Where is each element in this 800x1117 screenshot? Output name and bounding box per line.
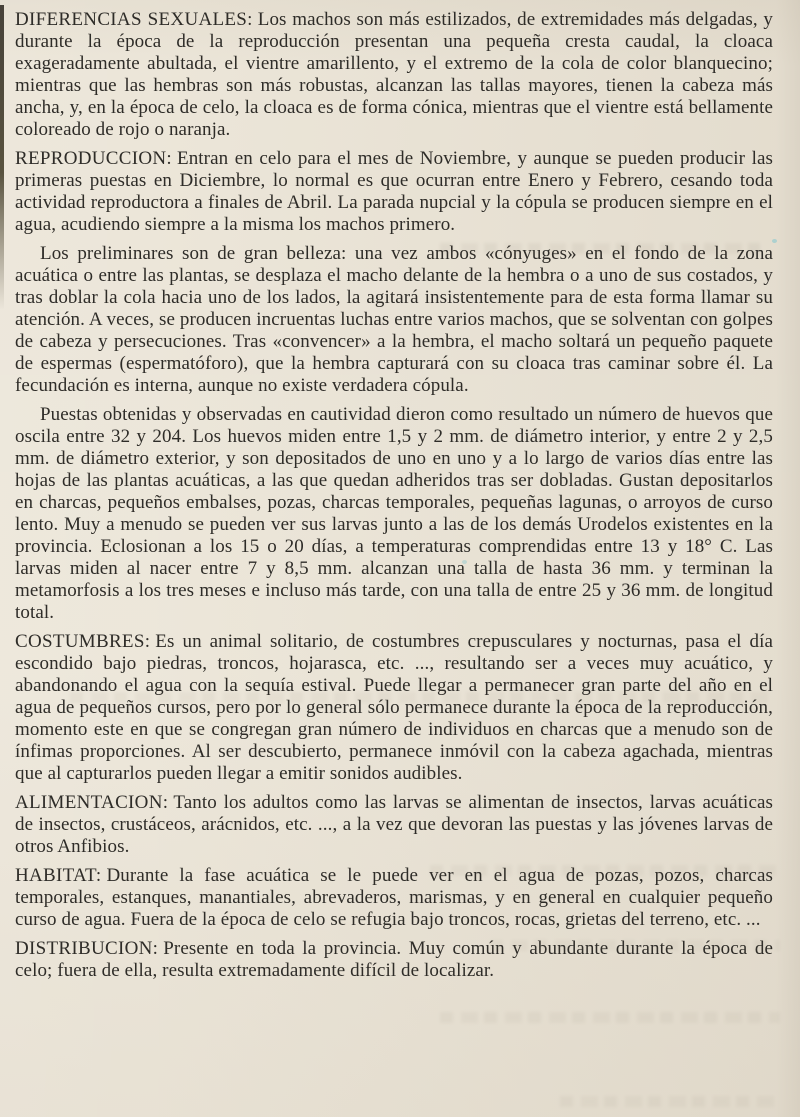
paragraph-costumbres bbox=[15, 631, 773, 785]
scan-speck bbox=[462, 560, 467, 564]
section-heading-alimentacion: ALIMENTACION: bbox=[15, 792, 169, 813]
paragraph-body: Es un animal solitario, de costumbres crepusculares y nocturnas, pasa el día escondido bajo piedras, troncos, hojarasca, etc. ..., resultando ser a veces muy acuático, y abandonando el agua con la sequía estival. Puede llegar a permanecer gran parte del año en el agua de pequeños cursos, pero por lo general sólo permanece durante la época de la reproducción, momento este en que se congregan gran número de individuos en charcas que a menudo son de ínfimas proporciones. Al ser descubierto, permanece inmóvil con la cabeza agachada, mientras que al capturarlos pueden llegar a emitir sonidos audibles. bbox=[15, 631, 773, 784]
scan-speck bbox=[772, 239, 777, 243]
paragraph-preliminares bbox=[15, 243, 773, 397]
section-heading-diferencias-sexuales: DIFERENCIAS SEXUALES: bbox=[15, 9, 253, 30]
paragraph-body: Puestas obtenidas y observadas en cautividad dieron como resultado un número de huevos que oscila entre 32 y 204. Los huevos miden entre 1,5 y 2 mm. de diámetro interior, y entre 2 y 2,5 mm. de diámetro exterior, y son depositados de uno en uno y a lo largo de varios días entre las hojas de las plantas acuáticas, a las que quedan adheridos tras ser dobladas. Gustan depositarlos en charcas, pequeños embalses, pozas, charcas temporales, pequeñas lagunas, o arroyos de curso lento. Muy a menudo se pueden ver sus larvas junto a las de los demás Urodelos existentes en la provincia. Eclosionan a los 15 o 20 días, a temperaturas comprendidas entre 13 y 18° C. Las larvas miden al nacer entre 7 y 8,5 mm. alcanzan una talla de hasta 36 mm. y terminan la metamorfosis a los tres meses e incluso más tarde, con una talla de entre 25 y 36 mm. de longitud total. bbox=[15, 404, 773, 623]
paragraph-body: Entran en celo para el mes de Noviembre, y aunque se pueden producir las primeras puestas en Diciembre, lo normal es que ocurran entre Enero y Febrero, cesando toda actividad reproductora a finales de Abril. La parada nupcial y la cópula se producen siempre en el agua, acudiendo siempre a la misma los machos primero. bbox=[15, 148, 773, 235]
scan-gutter-shadow bbox=[0, 5, 4, 310]
section-heading-habitat: HABITAT: bbox=[15, 865, 102, 886]
section-heading-distribucion: DISTRIBUCION: bbox=[15, 938, 159, 959]
paragraph-diferencias-sexuales bbox=[15, 9, 773, 141]
bleed-through-artifact bbox=[70, 692, 770, 703]
bleed-through-artifact bbox=[560, 1096, 780, 1107]
paragraph-body: Los machos son más estilizados, de extremidades más delgadas, y durante la época de la reproducción presentan una pequeña cresta caudal, la cloaca exageradamente abultada, el vientre amarillento, y el extremo de la cola de color blanquecino; mientras que las hembras son más robustas, alcanzan las tallas mayores, tienen la cabeza más ancha, y, en la época de celo, la cloaca es de forma cónica, mientras que el vientre está bellamente coloreado de rojo o naranja. bbox=[15, 9, 774, 140]
section-heading-reproduccion: REPRODUCCION: bbox=[15, 148, 172, 169]
paragraph-body: Presente en toda la provincia. Muy común y abundante durante la época de celo; fuera de ella, resulta extremadamente difícil de localizar. bbox=[15, 938, 773, 981]
bleed-through-artifact bbox=[430, 865, 780, 876]
paragraph-body: Durante la fase acuática se le puede ver en el agua de pozas, pozos, charcas temporales, estanques, manantiales, abrevaderos, marismas, y en general en cualquier pequeño curso de agua. Fuera de la época de celo se refugia bajo troncos, rocas, grietas del terreno, etc. ... bbox=[15, 865, 773, 930]
paragraph-body: Tanto los adultos como las larvas se alimentan de insectos, larvas acuáticas de insectos, crustáceos, arácnidos, etc. ..., a la vez que devoran las puestas y las jóvenes larvas de otros Anfibios. bbox=[15, 792, 773, 857]
bleed-through-artifact bbox=[440, 243, 760, 254]
paragraph-body: Los preliminares son de gran belleza: una vez ambos «cónyuges» en el fondo de la zona acuática o entre las plantas, se desplaza el macho delante de la hembra o a uno de sus costados, y tras doblar la cola hacia uno de los lados, la agitará insistentemente para de esta forma llamar su atención. A veces, se producen incruentas luchas entre varios machos, que se solventan con golpes de cabeza y persecuciones. Tras «convencer» a la hembra, el macho soltará un pequeño paquete de espermas (espermatóforo), que la hembra capturará con su cloaca tras caminar sobre él. La fecundación es interna, aunque no existe verdadera cópula. bbox=[15, 243, 773, 396]
paragraph-puestas bbox=[15, 404, 773, 624]
section-heading-costumbres: COSTUMBRES: bbox=[15, 631, 151, 652]
paragraph-alimentacion bbox=[15, 792, 773, 858]
bleed-through-artifact bbox=[440, 1012, 780, 1023]
bleed-through-artifact bbox=[490, 940, 780, 951]
paragraph-reproduccion bbox=[15, 148, 773, 236]
